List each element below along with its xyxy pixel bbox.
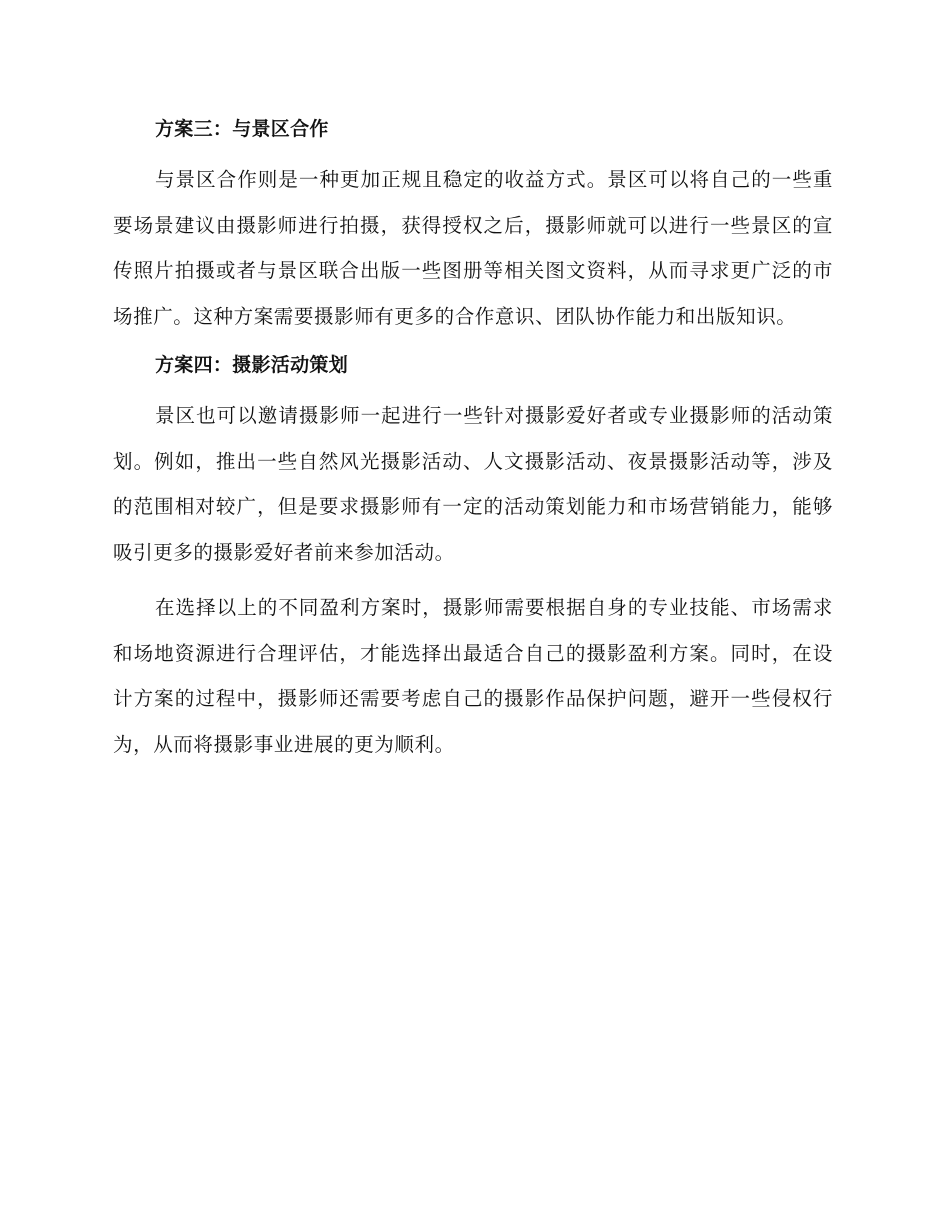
section-heading-plan-three: 方案三：与景区合作 — [155, 118, 329, 140]
section-heading-plan-four: 方案四：摄影活动策划 — [155, 354, 349, 376]
section-paragraph-plan-three: 与景区合作则是一种更加正规且稳定的收益方式。景区可以将自己的一些重要场景建议由摄影师进行拍摄，获得授权之后，摄影师就可以进行一些景区的宣传照片拍摄或者与景区联合出版一些图册等相关图文资料，从而寻求更广泛的市场推广。这种方案需要摄影师有更多的合作意识、团队协作能力和出版知识。 — [113, 168, 833, 328]
document-page — [113, 113, 833, 767]
conclusion-paragraph: 在选择以上的不同盈利方案时，摄影师需要根据自身的专业技能、市场需求和场地资源进行合理评估，才能选择出最适合自己的摄影盈利方案。同时，在设计方案的过程中，摄影师还需要考虑自己的摄影作品保护问题，避开一些侵权行为，从而将摄影事业进展的更为顺利。 — [113, 596, 833, 756]
section-paragraph-plan-four: 景区也可以邀请摄影师一起进行一些针对摄影爱好者或专业摄影师的活动策划。例如，推出一些自然风光摄影活动、人文摄影活动、夜景摄影活动等，涉及的范围相对较广，但是要求摄影师有一定的活动策划能力和市场营销能力，能够吸引更多的摄影爱好者前来参加活动。 — [113, 404, 833, 564]
